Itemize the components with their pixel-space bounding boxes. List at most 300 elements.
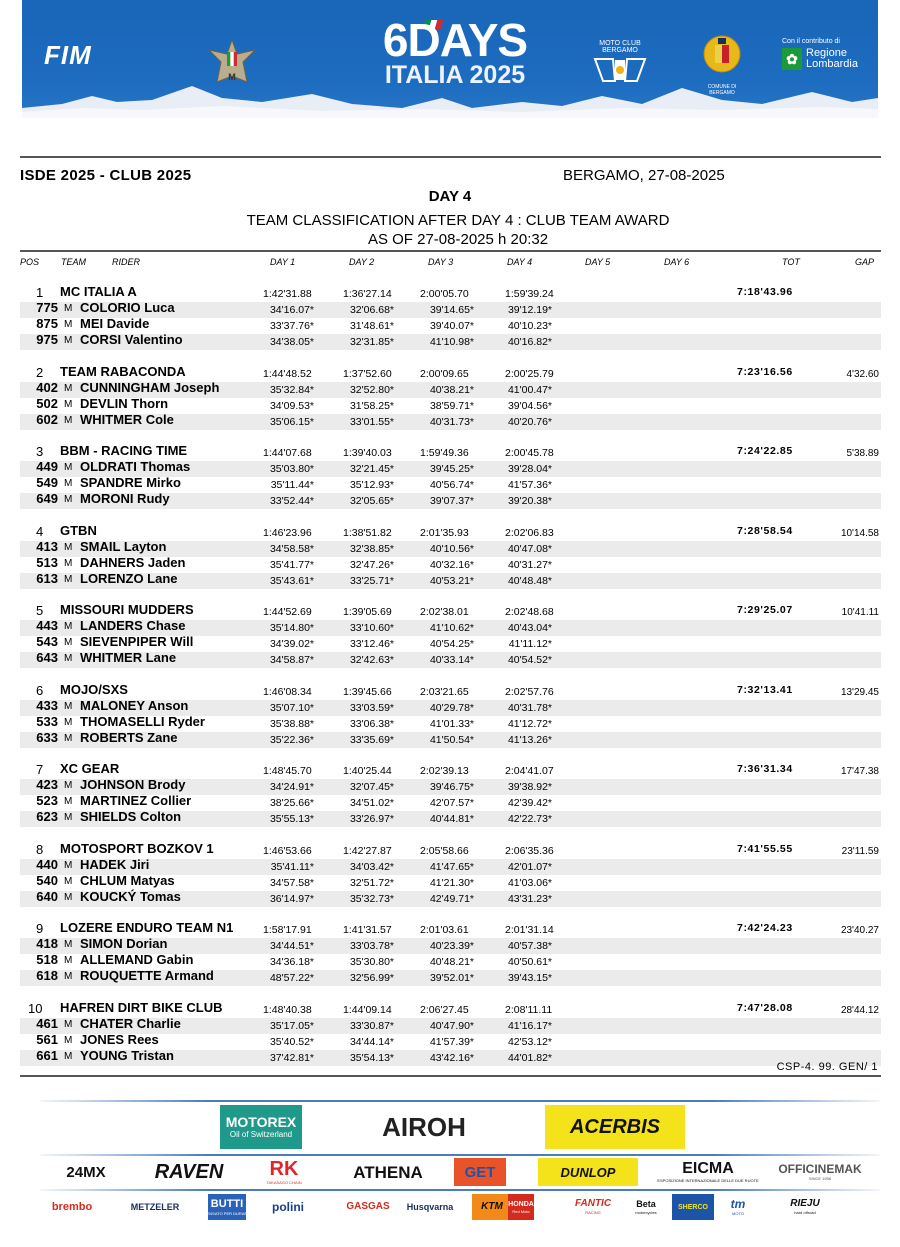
team-day-3-time: 2:03'21.65: [420, 685, 469, 698]
rider-class: M: [64, 653, 73, 664]
rider-day-1-time: 38'25.66*: [269, 797, 314, 809]
rider-day-1-time: 35'11.44*: [270, 479, 314, 491]
rider-row: [20, 570, 881, 589]
team-day-4-time: 2:00'45.78: [505, 447, 554, 459]
rider-day-2-time: 33'12.46*: [349, 638, 394, 650]
sponsor-divider-1: [40, 1100, 880, 1102]
comune-label: COMUNE DI BERGAMO: [707, 84, 737, 96]
team-day-3-time: 2:05'58.66: [420, 844, 469, 857]
rider-row: [20, 888, 881, 907]
sponsor-tagline: RACING: [585, 1210, 601, 1215]
regione-row: [782, 48, 866, 70]
col-day4: DAY 4: [507, 257, 533, 267]
sponsor-logo-ktm: [472, 1194, 512, 1220]
sponsor-name: Beta: [636, 1198, 656, 1209]
rider-day-2-time: 33'03.59*: [349, 701, 394, 714]
sponsor-name: GET: [464, 1163, 496, 1181]
col-tot: TOT: [782, 257, 800, 267]
rider-class: M: [64, 398, 73, 410]
rider-day-2-time: 32'31.85*: [349, 336, 394, 348]
rider-number: 540: [36, 872, 58, 888]
rider-day-2-time: 32'06.68*: [349, 304, 394, 316]
rider-day-1-time: 34'58.87*: [269, 654, 314, 666]
rider-day-3-time: 39'46.75*: [429, 781, 474, 793]
rider-day-3-time: 40'47.90*: [429, 1019, 474, 1032]
team-position: 10: [28, 1000, 43, 1016]
sponsor-logo-airoh: [362, 1105, 486, 1149]
team-position: 6: [36, 682, 44, 698]
team-day-1-time: 1:44'48.52: [263, 367, 312, 380]
sponsor-logo-beta: [632, 1194, 660, 1220]
rider-day-3-time: 40'44.81*: [429, 813, 474, 825]
sponsor-logo-raven: [150, 1158, 228, 1186]
team-day-3-time: 1:59'49.36: [420, 447, 469, 459]
rider-day-2-time: 33'25.71*: [349, 574, 394, 587]
team-name: GTBN: [60, 522, 97, 538]
rider-name: SHIELDS Colton: [80, 809, 182, 824]
mountains-decoration: [22, 78, 878, 118]
rider-day-3-time: 39'45.25*: [429, 463, 474, 475]
rider-number: 640: [36, 888, 58, 904]
rider-day-4-time: 39'38.92*: [507, 781, 552, 793]
rider-name: MARTINEZ Collier: [80, 793, 192, 808]
rider-name: MEI Davide: [80, 316, 150, 331]
rider-number: 433: [36, 697, 58, 713]
rider-class: M: [64, 1018, 73, 1030]
rider-name: WHITMER Cole: [80, 411, 174, 427]
rider-day-2-time: 33'06.38*: [349, 717, 394, 730]
rider-class: M: [64, 700, 73, 712]
rider-class: M: [64, 494, 73, 505]
rider-day-3-time: 39'40.07*: [429, 320, 474, 332]
sponsor-name: BUTTI: [210, 1197, 244, 1210]
team-day-2-time: 1:42'27.87: [343, 844, 392, 857]
rider-day-4-time: 42'39.42*: [507, 797, 552, 809]
team-day-4-time: 2:08'11.11: [505, 1003, 553, 1016]
team-day-1-time: 1:44'07.68: [263, 447, 312, 459]
rider-day-4-time: 40'31.27*: [507, 558, 552, 571]
rider-day-3-time: 40'53.21*: [429, 574, 474, 587]
rider-class: M: [64, 955, 73, 966]
rider-day-2-time: 35'54.13*: [349, 1051, 394, 1064]
team-gap: 17'47.38: [840, 766, 879, 777]
rider-class: M: [64, 780, 73, 791]
rider-class: M: [64, 303, 73, 314]
rider-name: HADEK Jiri: [80, 856, 150, 872]
rider-class: M: [64, 971, 73, 982]
sponsor-logo-athena: [338, 1158, 438, 1186]
rider-number: 661: [36, 1047, 58, 1063]
rider-day-1-time: 34'24.91*: [269, 781, 314, 793]
rider-name: SMAIL Layton: [80, 538, 167, 554]
sponsor-logo-dunlop: [538, 1158, 638, 1186]
rider-day-2-time: 32'38.85*: [349, 542, 394, 555]
sponsor-name: OFFICINEMAK: [778, 1162, 862, 1176]
rider-name: CHATER Charlie: [80, 1015, 181, 1031]
sponsor-name: Husqvarna: [406, 1201, 454, 1212]
rider-day-4-time: 40'57.38*: [507, 940, 552, 952]
team-day-1-time: 1:48'40.38: [263, 1003, 312, 1016]
rider-name: YOUNG Tristan: [80, 1047, 174, 1063]
rider-name: DEVLIN Thorn: [80, 395, 169, 411]
rider-day-1-time: 35'06.15*: [269, 415, 314, 428]
rider-day-4-time: 39'04.56*: [507, 399, 552, 412]
rider-day-1-time: 35'32.84*: [269, 383, 314, 396]
rider-number: 618: [36, 968, 58, 983]
rider-day-3-time: 40'32.16*: [429, 558, 474, 571]
rider-day-4-time: 42'01.07*: [507, 860, 552, 873]
team-day-2-time: 1:39'40.03: [343, 447, 392, 459]
team-day-4-time: 2:02'48.68: [505, 606, 554, 618]
rider-day-4-time: 39'43.15*: [507, 972, 552, 984]
sponsor-logo-officinemak: [780, 1158, 860, 1186]
rider-day-4-time: 40'47.08*: [507, 542, 552, 555]
team-gap: 28'44.12: [840, 1004, 879, 1016]
rider-number: 975: [36, 332, 58, 347]
rider-day-2-time: 35'32.73*: [349, 892, 394, 905]
rider-name: JOHNSON Brody: [80, 777, 186, 792]
team-day-4-time: 2:01'31.14: [505, 924, 554, 936]
rider-row: [20, 970, 881, 986]
col-day2: DAY 2: [349, 257, 375, 267]
team-day-3-time: 2:06'27.45: [420, 1003, 469, 1016]
rider-class: M: [64, 557, 73, 569]
rider-name: ALLEMAND Gabin: [80, 952, 194, 967]
col-day5: DAY 5: [585, 257, 611, 267]
team-gap: 23'11.59: [841, 845, 879, 857]
rider-day-1-time: 35'55.13*: [269, 813, 314, 825]
sponsor-name: brembo: [51, 1200, 93, 1213]
team-day-1-time: 1:46'53.66: [263, 844, 312, 857]
rider-day-3-time: 42'07.57*: [429, 797, 474, 809]
sponsor-logo-butti: [203, 1194, 251, 1220]
team-day-1-time: 1:46'23.96: [263, 526, 312, 539]
rider-day-3-time: 41'47.65*: [429, 860, 474, 873]
team-day-1-time: 1:42'31.88: [263, 288, 312, 300]
event-title: ISDE 2025 - CLUB 2025: [20, 167, 192, 184]
sponsor-logo-rk: [258, 1158, 310, 1186]
sponsor-logo-gasgas: [346, 1194, 390, 1220]
rider-number: 602: [36, 411, 58, 427]
rider-day-2-time: 34'51.02*: [349, 797, 394, 809]
rider-number: 523: [36, 793, 58, 808]
sponsor-name: polini: [272, 1200, 304, 1214]
team-gap: 5'38.89: [846, 448, 879, 459]
team-gap: 10'14.58: [840, 527, 879, 539]
place-date: BERGAMO, 27-08-2025: [563, 167, 725, 184]
team-day-4-time: 2:02'06.83: [505, 526, 554, 539]
team-day-4-time: 2:04'41.07: [505, 765, 554, 777]
sponsor-logo-eicma: [657, 1158, 759, 1186]
rider-day-2-time: 32'42.63*: [349, 654, 394, 666]
rider-day-4-time: 42'53.12*: [507, 1035, 552, 1048]
rider-day-2-time: 33'01.55*: [349, 415, 394, 428]
rider-day-1-time: 36'14.97*: [269, 892, 314, 905]
team-day-3-time: 2:01'03.61: [420, 924, 469, 936]
rider-day-3-time: 39'07.37*: [429, 495, 474, 507]
rider-day-1-time: 33'52.44*: [269, 495, 314, 507]
team-position: 2: [36, 364, 44, 380]
rider-day-3-time: 40'54.25*: [429, 638, 474, 650]
sponsor-tagline: PENSATO PER DURARE: [203, 1210, 251, 1216]
rider-class: M: [64, 891, 73, 903]
rider-day-4-time: 39'28.04*: [507, 463, 552, 475]
rider-day-2-time: 32'21.45*: [349, 463, 394, 475]
team-name: MOTOSPORT BOZKOV 1: [60, 840, 214, 856]
sponsor-divider-2: [40, 1154, 880, 1156]
sponsor-name: MOTOREX: [225, 1114, 297, 1130]
rider-day-4-time: 40'43.04*: [507, 622, 552, 634]
sponsor-name: tm: [730, 1197, 746, 1211]
rider-class: M: [64, 859, 73, 871]
bottom-divider: [20, 1075, 881, 1077]
rider-day-1-time: 34'09.53*: [269, 399, 314, 412]
rider-day-4-time: 40'48.48*: [507, 574, 552, 587]
team-name: HAFREN DIRT BIKE CLUB: [60, 999, 223, 1015]
sponsor-name: EICMA: [682, 1160, 734, 1177]
rider-name: CUNNINGHAM Joseph: [80, 379, 220, 395]
team-total-time: 7:42'24.23: [737, 922, 793, 934]
team-name: LOZERE ENDURO TEAM N1: [60, 920, 234, 935]
rider-day-1-time: 34'44.51*: [269, 940, 314, 952]
sponsor-tagline: ESPOSIZIONE INTERNAZIONALE DELLE DUE RUOTE: [657, 1178, 759, 1183]
six-days-title: 6DAYS: [382, 14, 528, 66]
team-day-2-time: 1:39'05.69: [343, 606, 392, 618]
rider-day-2-time: 34'03.42*: [349, 860, 394, 873]
rider-name: DAHNERS Jaden: [80, 554, 186, 570]
team-total-time: 7:18'43.96: [737, 286, 793, 298]
team-day-4-time: 1:59'39.24: [505, 288, 554, 300]
rider-row: [20, 729, 881, 748]
rider-class: M: [64, 637, 73, 648]
team-day-3-time: 2:00'09.65: [420, 367, 469, 380]
team-day-1-time: 1:48'45.70: [263, 765, 312, 777]
rider-day-3-time: 43'42.16*: [429, 1051, 474, 1064]
rider-day-4-time: 41'12.72*: [507, 717, 552, 730]
lombardia-rose-icon: ✿: [782, 48, 802, 70]
rider-name: LORENZO Lane: [80, 570, 178, 586]
team-gap: 4'32.60: [846, 368, 879, 380]
rider-day-4-time: 40'20.76*: [507, 415, 552, 428]
rider-class: M: [64, 716, 73, 728]
sponsor-logo-metzeler: [116, 1194, 194, 1220]
team-total-time: 7:28'58.54: [737, 524, 793, 537]
team-gap: 10'41.11: [841, 607, 879, 618]
rider-day-4-time: 39'12.19*: [507, 304, 552, 316]
sponsor-name: RK: [269, 1158, 299, 1180]
rider-number: 633: [36, 729, 58, 745]
rider-number: 623: [36, 809, 58, 824]
rider-day-4-time: 41'11.12*: [508, 638, 552, 650]
rider-name: CORSI Valentino: [80, 332, 183, 347]
rider-name: SPANDRE Mirko: [80, 475, 181, 490]
rider-day-3-time: 39'14.65*: [429, 304, 474, 316]
rider-day-1-time: 35'22.36*: [269, 733, 314, 746]
rider-number: 649: [36, 491, 58, 506]
rider-number: 561: [36, 1031, 58, 1047]
team-day-2-time: 1:38'51.82: [343, 526, 392, 539]
sponsor-name: 24MX: [66, 1163, 106, 1181]
team-day-3-time: 2:02'39.13: [420, 765, 469, 777]
rider-number: 413: [36, 538, 58, 554]
rider-day-1-time: 35'03.80*: [269, 463, 314, 475]
team-day-3-time: 2:02'38.01: [420, 606, 469, 618]
rider-number: 502: [36, 395, 58, 411]
sponsor-tagline: SINCE 1956: [808, 1176, 832, 1181]
rider-day-1-time: 35'14.80*: [269, 622, 314, 634]
rider-day-2-time: 32'05.65*: [349, 495, 394, 507]
team-day-1-time: 1:58'17.91: [263, 924, 312, 936]
rider-day-1-time: 34'58.58*: [269, 542, 314, 555]
team-position: 7: [36, 762, 44, 777]
rider-day-1-time: 34'39.02*: [269, 638, 314, 650]
rider-day-3-time: 39'52.01*: [429, 972, 474, 984]
rider-number: 643: [36, 650, 58, 665]
rider-day-4-time: 41'03.06*: [507, 876, 552, 889]
rider-name: MORONI Rudy: [80, 491, 170, 506]
rider-day-1-time: 34'57.58*: [269, 876, 314, 889]
rider-day-4-time: 40'54.52*: [507, 654, 552, 666]
rider-class: M: [64, 319, 73, 330]
classification-title: TEAM CLASSIFICATION AFTER DAY 4 : CLUB TEAM AWARD: [246, 212, 670, 229]
header-banner: [22, 0, 878, 118]
team-name: MISSOURI MUDDERS: [60, 602, 194, 617]
rider-day-1-time: 35'41.11*: [270, 860, 314, 873]
rider-name: MALONEY Anson: [80, 697, 189, 713]
team-total-time: 7:24'22.85: [737, 445, 793, 457]
rider-day-4-time: 42'22.73*: [507, 813, 552, 825]
rider-row: [20, 811, 881, 827]
rider-name: COLORIO Luca: [80, 300, 175, 315]
rider-day-2-time: 32'47.26*: [349, 558, 394, 571]
day-title: DAY 4: [428, 188, 472, 205]
rider-day-2-time: 34'44.14*: [349, 1035, 394, 1048]
team-name: MC ITALIA A: [60, 284, 137, 299]
rider-name: SIEVENPIPER Will: [80, 634, 194, 649]
rider-number: 775: [36, 300, 58, 315]
team-position: 3: [36, 444, 44, 459]
rider-day-4-time: 40'50.61*: [507, 956, 552, 968]
team-gap: 13'29.45: [840, 686, 879, 698]
rider-day-3-time: 40'23.39*: [429, 940, 474, 952]
top-divider: [20, 156, 881, 158]
sponsor-name: KTM: [481, 1201, 503, 1212]
team-day-2-time: 1:39'45.66: [343, 685, 392, 698]
rider-number: 533: [36, 713, 58, 729]
rider-number: 518: [36, 952, 58, 967]
rider-name: LANDERS Chase: [80, 618, 186, 633]
rider-class: M: [64, 573, 73, 585]
rider-day-3-time: 40'38.21*: [429, 383, 474, 396]
sponsor-name: DUNLOP: [560, 1164, 616, 1180]
sponsor-tagline: MOTO: [732, 1211, 744, 1216]
rider-name: JONES Rees: [80, 1031, 159, 1047]
rider-day-3-time: 40'56.74*: [429, 479, 474, 491]
sponsor-logo-fantic: [566, 1194, 620, 1220]
sponsor-name: ACERBIS: [569, 1116, 660, 1138]
team-position: 8: [36, 841, 44, 857]
rider-name: OLDRATI Thomas: [80, 459, 191, 474]
sponsor-tagline: Oil of Switzerland: [229, 1130, 293, 1139]
team-name: MOJO/SXS: [60, 681, 128, 697]
rider-row: [20, 411, 881, 430]
header-divider: [20, 250, 881, 252]
sponsor-logo-honda: [508, 1194, 534, 1220]
rider-day-4-time: 41'00.47*: [507, 383, 552, 396]
rider-day-4-time: 41'16.17*: [507, 1019, 552, 1032]
rider-day-2-time: 33'35.69*: [349, 733, 394, 746]
team-day-4-time: 2:02'57.76: [505, 685, 554, 698]
rider-class: M: [64, 939, 73, 950]
regione-caption: Con il contributo di: [782, 38, 840, 45]
rider-class: M: [64, 875, 73, 887]
moto-club-label: MOTO CLUB BERGAMO: [599, 40, 641, 54]
rider-class: M: [64, 812, 73, 823]
rider-day-2-time: 33'26.97*: [349, 813, 394, 825]
sponsor-tagline: Red Moto: [512, 1208, 530, 1214]
team-position: 9: [36, 921, 44, 936]
rider-day-3-time: 41'10.62*: [429, 622, 474, 634]
rider-day-1-time: 35'17.05*: [269, 1019, 314, 1032]
rider-day-4-time: 43'31.23*: [507, 892, 552, 905]
team-position: 4: [36, 523, 44, 539]
col-day6: DAY 6: [664, 257, 690, 267]
rider-day-4-time: 39'20.38*: [507, 495, 552, 507]
sponsor-logo-brembo: [42, 1194, 102, 1220]
rider-row: [20, 652, 881, 668]
sponsor-tagline: motorcycles: [635, 1209, 657, 1215]
sponsor-name: RAVEN: [154, 1161, 224, 1183]
rider-class: M: [64, 621, 73, 632]
col-rider: RIDER: [112, 257, 141, 267]
sponsor-name: RIEJU: [790, 1198, 820, 1209]
rider-day-4-time: 40'31.78*: [507, 701, 552, 714]
rider-number: 423: [36, 777, 58, 792]
rider-name: ROUQUETTE Armand: [80, 968, 214, 983]
sponsor-logo-polini: [262, 1194, 314, 1220]
rider-day-4-time: 41'57.36*: [507, 479, 552, 491]
rider-day-3-time: 40'31.73*: [429, 415, 474, 428]
rider-day-2-time: 32'51.72*: [349, 876, 394, 889]
col-pos: POS: [20, 257, 40, 267]
team-day-1-time: 1:46'08.34: [263, 685, 312, 698]
rider-row: [20, 493, 881, 509]
rider-day-2-time: 31'48.61*: [349, 320, 394, 332]
rider-day-2-time: 32'56.99*: [349, 972, 394, 984]
sponsor-name: AIROH: [382, 1112, 466, 1142]
sponsor-logo-get: [454, 1158, 506, 1186]
rider-number: 549: [36, 475, 58, 490]
rider-class: M: [64, 462, 73, 473]
team-gap: 23'40.27: [840, 925, 879, 936]
city-crest-icon: [700, 30, 744, 82]
team-name: TEAM RABACONDA: [60, 363, 186, 379]
rider-number: 440: [36, 856, 58, 872]
rider-day-1-time: 35'43.61*: [269, 574, 314, 587]
rider-name: SIMON Dorian: [80, 936, 168, 951]
col-team: TEAM: [61, 257, 87, 267]
rider-day-4-time: 40'10.23*: [507, 320, 552, 332]
team-position: 5: [36, 603, 44, 618]
team-position: 1: [36, 285, 44, 300]
rider-row: [20, 1047, 881, 1066]
col-day1: DAY 1: [270, 257, 296, 267]
sponsor-name: GASGAS: [346, 1201, 390, 1212]
regione-lombardia-logo: [782, 38, 866, 70]
sponsor-logo-tm: [716, 1194, 760, 1220]
as-of-timestamp: AS OF 27-08-2025 h 20:32: [367, 231, 549, 248]
rider-name: WHITMER Lane: [80, 650, 177, 665]
